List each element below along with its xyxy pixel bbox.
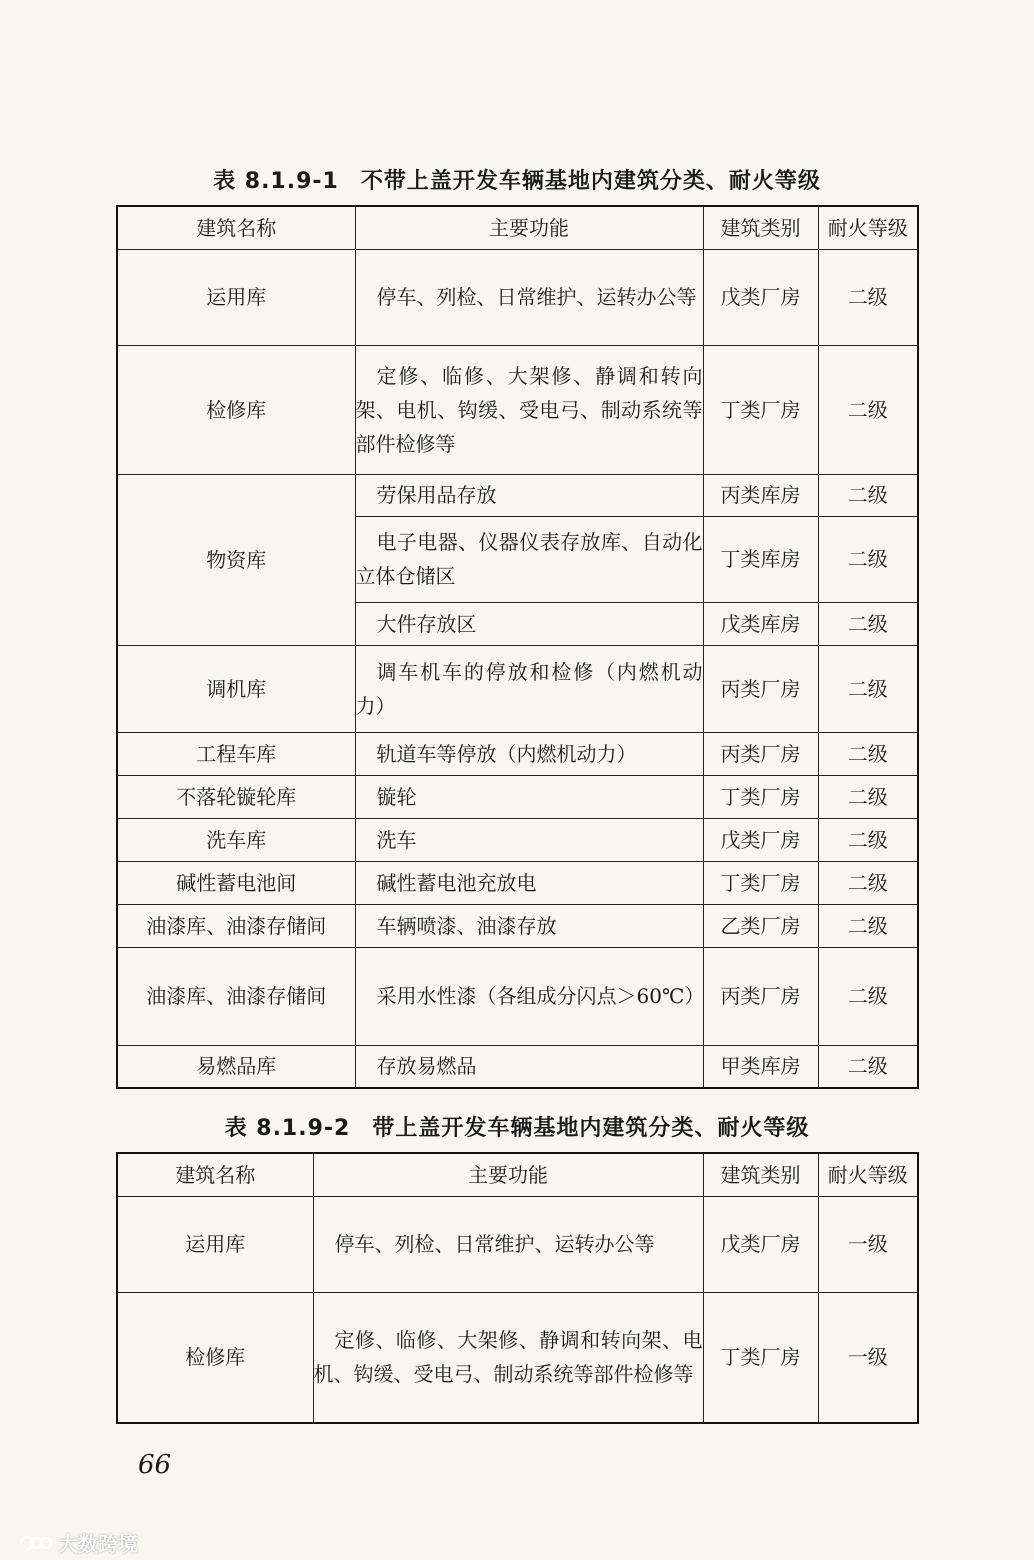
fire-grade: 二级 xyxy=(818,1045,918,1088)
building-category: 丁类库房 xyxy=(703,516,818,602)
table1-header-name: 建筑名称 xyxy=(117,206,355,249)
table1-caption-text: 不带上盖开发车辆基地内建筑分类、耐火等级 xyxy=(360,169,821,194)
watermark-logo-icon xyxy=(18,1534,52,1552)
building-category: 丙类厂房 xyxy=(703,645,818,732)
fire-grade: 二级 xyxy=(818,732,918,775)
table1-header-grade: 耐火等级 xyxy=(818,206,918,249)
building-function: 调车机车的停放和检修（内燃机动力） xyxy=(355,659,703,718)
fire-grade: 一级 xyxy=(818,1292,918,1423)
building-category: 丁类厂房 xyxy=(703,1292,818,1423)
fire-grade: 二级 xyxy=(818,775,918,818)
building-function: 定修、临修、大架修、静调和转向架、电机、钩缓、受电弓、制动系统等部件检修等 xyxy=(355,363,703,456)
fire-grade: 二级 xyxy=(818,645,918,732)
watermark xyxy=(18,1528,138,1557)
fire-grade: 二级 xyxy=(818,249,918,345)
building-category: 丙类库房 xyxy=(703,474,818,516)
table1-header-function: 主要功能 xyxy=(355,206,703,249)
building-name: 调机库 xyxy=(117,645,355,732)
table1-caption-number: 表 8.1.9-1 xyxy=(213,169,339,194)
fire-grade: 二级 xyxy=(818,474,918,516)
table2-header-name: 建筑名称 xyxy=(117,1153,313,1196)
fire-grade: 二级 xyxy=(818,516,918,602)
building-function: 轨道车等停放（内燃机动力） xyxy=(376,741,637,766)
table2-caption-text: 带上盖开发车辆基地内建筑分类、耐火等级 xyxy=(372,1116,810,1141)
building-category: 戊类库房 xyxy=(703,602,818,645)
building-name: 碱性蓄电池间 xyxy=(117,861,355,904)
building-name: 运用库 xyxy=(117,1196,313,1292)
building-name: 检修库 xyxy=(117,345,355,474)
table-row xyxy=(117,732,918,775)
building-category: 丁类厂房 xyxy=(703,345,818,474)
building-function: 采用水性漆（各组成分闪点＞60℃） xyxy=(376,984,705,1008)
building-function: 定修、临修、大架修、静调和转向架、电机、钩缓、受电弓、制动系统等部件检修等 xyxy=(313,1328,703,1387)
fire-grade: 一级 xyxy=(818,1196,918,1292)
building-name: 油漆库、油漆存储间 xyxy=(117,947,355,1045)
table2-header-grade: 耐火等级 xyxy=(818,1153,918,1196)
building-function: 碱性蓄电池充放电 xyxy=(376,870,537,895)
building-name: 工程车库 xyxy=(117,732,355,775)
table-row xyxy=(117,345,918,474)
table2-header-function: 主要功能 xyxy=(313,1153,703,1196)
table-row xyxy=(117,1292,918,1423)
building-name: 物资库 xyxy=(117,474,355,645)
watermark-text: 大数跨境 xyxy=(58,1532,138,1556)
table-row xyxy=(117,947,918,1045)
table-row xyxy=(117,1045,918,1088)
table-row xyxy=(117,249,918,345)
building-category: 戊类厂房 xyxy=(703,249,818,345)
building-function: 大件存放区 xyxy=(376,611,477,636)
building-function: 镟轮 xyxy=(376,784,417,809)
table-row xyxy=(117,645,918,732)
building-function: 停车、列检、日常维护、运转办公等 xyxy=(334,1232,655,1256)
building-name: 检修库 xyxy=(117,1292,313,1423)
fire-grade: 二级 xyxy=(818,861,918,904)
table-row xyxy=(117,775,918,818)
fire-grade: 二级 xyxy=(818,345,918,474)
building-function: 电子电器、仪器仪表存放库、自动化立体仓储区 xyxy=(355,530,703,588)
building-name: 运用库 xyxy=(117,249,355,345)
building-category: 乙类厂房 xyxy=(703,904,818,947)
table2-header-category: 建筑类别 xyxy=(703,1153,818,1196)
building-function: 车辆喷漆、油漆存放 xyxy=(376,913,557,938)
building-category: 丁类厂房 xyxy=(703,861,818,904)
page-number: 66 xyxy=(138,1450,172,1480)
fire-grade: 二级 xyxy=(818,947,918,1045)
building-function: 洗车 xyxy=(376,827,417,852)
building-category: 甲类库房 xyxy=(703,1045,818,1088)
table1-header-row xyxy=(117,206,918,249)
table1-caption xyxy=(0,164,1034,195)
building-category: 丙类厂房 xyxy=(703,947,818,1045)
fire-grade: 二级 xyxy=(818,904,918,947)
table2-caption-number: 表 8.1.9-2 xyxy=(224,1116,351,1141)
building-function: 停车、列检、日常维护、运转办公等 xyxy=(376,285,697,309)
building-category: 戊类厂房 xyxy=(703,1196,818,1292)
building-name: 洗车库 xyxy=(117,818,355,861)
building-name: 不落轮镟轮库 xyxy=(117,775,355,818)
building-category: 丁类厂房 xyxy=(703,775,818,818)
table1-header-category: 建筑类别 xyxy=(703,206,818,249)
building-name: 易燃品库 xyxy=(117,1045,355,1088)
building-function: 存放易燃品 xyxy=(376,1054,477,1079)
table-row xyxy=(117,904,918,947)
table-row xyxy=(117,818,918,861)
fire-grade: 二级 xyxy=(818,602,918,645)
table2-header-row xyxy=(117,1153,918,1196)
building-name: 油漆库、油漆存储间 xyxy=(117,904,355,947)
building-category: 戊类厂房 xyxy=(703,818,818,861)
table-row xyxy=(117,1196,918,1292)
table-row xyxy=(117,474,918,516)
table2-caption xyxy=(0,1111,1034,1142)
table2 xyxy=(116,1152,919,1424)
building-function: 劳保用品存放 xyxy=(376,483,497,507)
table1 xyxy=(116,205,919,1089)
fire-grade: 二级 xyxy=(818,818,918,861)
table-row xyxy=(117,861,918,904)
building-category: 丙类厂房 xyxy=(703,732,818,775)
